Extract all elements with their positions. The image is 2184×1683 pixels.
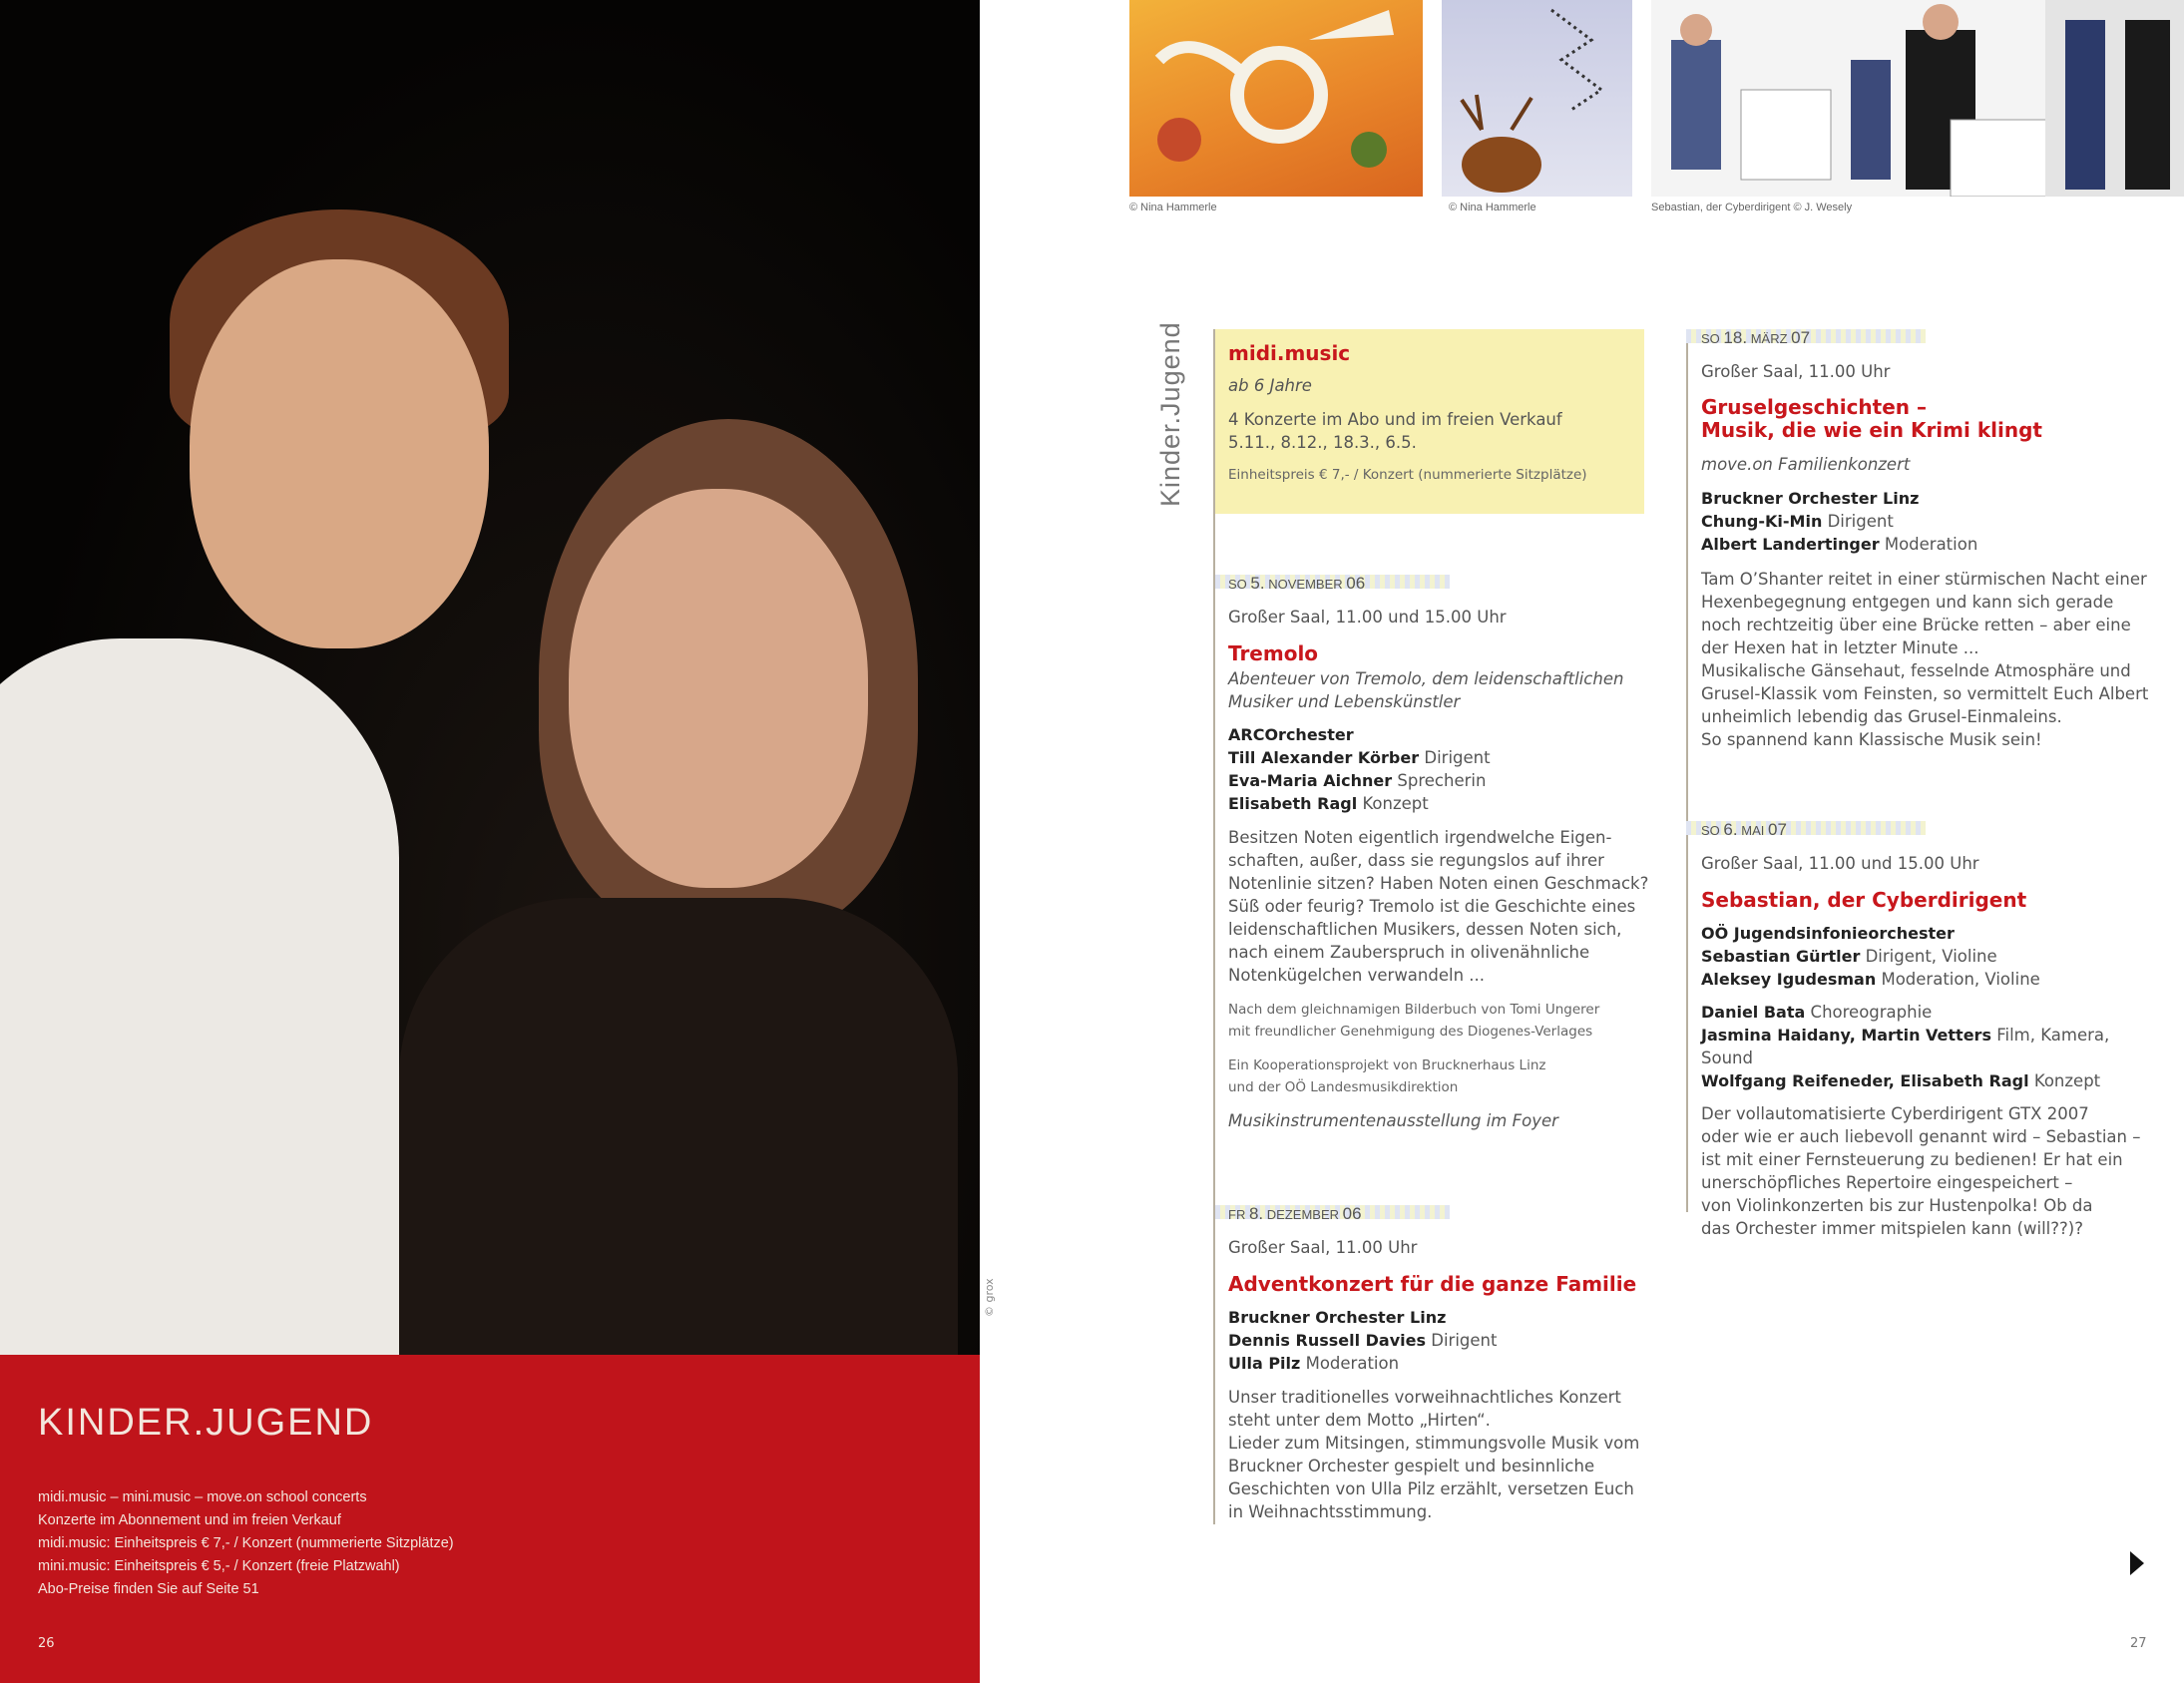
performer-name: Till Alexander Körber — [1228, 748, 1420, 767]
midi-price: Einheitspreis € 7,- / Konzert (nummerierte Sitzplätze) — [1228, 467, 1587, 483]
horn-illustration-thumbnail — [1129, 0, 1423, 197]
description-line: Lieder zum Mitsingen, stimmungsvolle Musik vom — [1228, 1434, 1640, 1453]
month: MÄRZ — [1750, 331, 1788, 346]
year: 07 — [1767, 820, 1787, 839]
note-line: und der OÖ Landesmusikdirektion — [1228, 1079, 1459, 1095]
midi-dates: 5.11., 8.12., 18.3., 6.5. — [1228, 433, 1417, 452]
note-line: Nach dem gleichnamigen Bilderbuch von Tomi Ungerer — [1228, 1002, 1600, 1018]
photo-shape — [399, 898, 958, 1355]
performer-role: Konzept — [1362, 794, 1429, 813]
page-number-left: 26 — [38, 1636, 55, 1651]
event-venue: Großer Saal, 11.00 und 15.00 Uhr — [1228, 608, 1507, 627]
event-subtitle: move.on Familienkonzert — [1701, 455, 1911, 474]
description-line: noch rechtzeitig über eine Brücke retten – aber eine — [1701, 616, 2131, 634]
description-line: oder wie er auch liebevoll genannt wird – Sebastian – — [1701, 1127, 2141, 1146]
photo-shape — [569, 489, 868, 888]
event-note — [1228, 1054, 1664, 1098]
performer-role: Dirigent — [1424, 748, 1491, 767]
image-caption: © Nina Hammerle — [1129, 202, 1217, 213]
cyberdirigent-photos — [1651, 0, 2184, 197]
event-note — [1228, 999, 1664, 1043]
performer-name: Eva-Maria Aichner — [1228, 771, 1393, 790]
performer-name: Sebastian Gürtler — [1701, 947, 1861, 966]
performer-name: Jasmina Haidany, Martin Vetters — [1701, 1026, 1991, 1045]
event-date — [1228, 574, 1664, 594]
description-line: Notenkügelchen verwandeln ... — [1228, 966, 1486, 985]
performer-role: Sprecherin — [1397, 771, 1487, 790]
performer-role: Moderation — [1305, 1354, 1400, 1373]
performer-role: Dirigent, Violine — [1865, 947, 1997, 966]
performer-role: Konzept — [2033, 1071, 2101, 1090]
description-line: Süß oder feurig? Tremolo ist die Geschichte eines — [1228, 897, 1636, 916]
performer-role: Dirigent — [1827, 512, 1894, 531]
info-line: mini.music: Einheitspreis € 5,- / Konzert (freie Platzwahl) — [38, 1558, 400, 1574]
midi-age: ab 6 Jahre — [1228, 376, 1312, 395]
event-subtitle: Musiker und Lebenskünstler — [1228, 692, 1461, 711]
day: 5. — [1250, 574, 1265, 593]
year: 06 — [1342, 1204, 1362, 1223]
description-line: Geschichten von Ulla Pilz erzählt, versetzen Euch — [1228, 1479, 1634, 1498]
event-venue: Großer Saal, 11.00 und 15.00 Uhr — [1701, 854, 1979, 873]
image-caption: Sebastian, der Cyberdirigent © J. Wesely — [1651, 202, 1853, 213]
description-line: ist mit einer Fernsteuerung zu bedienen! Er hat ein — [1701, 1150, 2123, 1169]
event-title: Tremolo — [1228, 641, 1319, 665]
description-line: von Violinkonzerten bis zur Hustenpolka! Ob da — [1701, 1196, 2093, 1215]
cover-photo — [0, 0, 980, 1355]
left-page — [0, 0, 980, 1683]
description-line: So spannend kann Klassische Musik sein! — [1701, 730, 2042, 749]
year: 06 — [1346, 574, 1366, 593]
description-line: leidenschaftlichen Musikers, dessen Noten sich, — [1228, 920, 1622, 939]
reindeer-illustration-thumbnail — [1442, 0, 1632, 197]
weekday: SO — [1228, 577, 1247, 592]
performer-role: Dirigent — [1431, 1331, 1498, 1350]
performer-name: Daniel Bata — [1701, 1003, 1806, 1022]
event-title: Adventkonzert für die ganze Familie — [1228, 1272, 1637, 1296]
performer-name: Elisabeth Ragl — [1228, 794, 1358, 813]
performer-list — [1228, 723, 1664, 815]
info-lines — [38, 1486, 454, 1601]
event-tremolo — [1215, 575, 1664, 1132]
vertical-section-label: Kinder.Jugend — [1155, 321, 1185, 507]
midi-music-info — [1228, 341, 1647, 486]
day: 18. — [1723, 328, 1748, 347]
note-line: mit freundlicher Genehmigung des Diogenes-Verlages — [1228, 1024, 1593, 1040]
month: DEZEMBER — [1266, 1207, 1340, 1222]
description-line: Notenlinie sitzen? Haben Noten einen Geschmack? — [1228, 874, 1649, 893]
midi-title: midi.music — [1228, 341, 1351, 365]
performer-name: ARCOrchester — [1228, 725, 1354, 744]
description-line: Besitzen Noten eigentlich irgendwelche Eigen- — [1228, 828, 1612, 847]
description-line: Bruckner Orchester gespielt und besinnliche — [1228, 1457, 1595, 1475]
event-date — [1701, 328, 2155, 348]
performer-list — [1228, 1306, 1674, 1375]
performer-name: Wolfgang Reifeneder, Elisabeth Ragl — [1701, 1071, 2029, 1090]
photo-shape — [0, 638, 399, 1355]
description-line: Der vollautomatisierte Cyberdirigent GTX 2007 — [1701, 1104, 2089, 1123]
description-line: unheimlich lebendig das Grusel-Einmaleins. — [1701, 707, 2062, 726]
description-line: Grusel-Klassik vom Feinsten, so vermittelt Euch Albert — [1701, 684, 2149, 703]
description-line: Musikalische Gänsehaut, fesselnde Atmosphäre und — [1701, 661, 2131, 680]
info-line: Abo-Preise finden Sie auf Seite 51 — [38, 1581, 259, 1597]
performer-list — [1701, 922, 2155, 991]
performer-role: Film, Kamera, Sound — [1701, 1026, 2110, 1067]
note-line: Ein Kooperationsprojekt von Brucknerhaus Linz — [1228, 1057, 1546, 1073]
month: NOVEMBER — [1268, 577, 1343, 592]
performer-list — [1701, 487, 2155, 556]
event-subtitle: Abenteuer von Tremolo, dem leidenschaftlichen — [1228, 669, 1624, 688]
description-line: Hexenbegegnung entgegen und kann sich gerade — [1701, 593, 2114, 612]
description-line: schaften, außer, dass sie regungslos auf ihrer — [1228, 851, 1604, 870]
event-title: Musik, die wie ein Krimi klingt — [1701, 418, 2042, 442]
performer-name: Chung-Ki-Min — [1701, 512, 1823, 531]
horn-illustration — [1129, 0, 1423, 197]
performer-name: OÖ Jugendsinfonieorchester — [1701, 924, 1955, 943]
performer-name: Dennis Russell Davies — [1228, 1331, 1427, 1350]
description-line: steht unter dem Motto „Hirten“. — [1228, 1411, 1491, 1430]
event-cyberdirigent — [1686, 821, 2155, 1240]
performer-name: Bruckner Orchester Linz — [1701, 489, 1920, 508]
performer-name: Ulla Pilz — [1228, 1354, 1301, 1373]
reindeer-illustration — [1442, 0, 1632, 197]
image-caption: © Nina Hammerle — [1449, 202, 1536, 213]
description-line: nach einem Zauberspruch in olivenähnliche — [1228, 943, 1590, 962]
photo-shape — [190, 259, 489, 648]
performer-name: Albert Landertinger — [1701, 535, 1880, 554]
performer-name: Aleksey Igudesman — [1701, 970, 1877, 989]
month: MAI — [1741, 823, 1765, 838]
event-description — [1228, 1386, 1674, 1523]
description-line: Unser traditionelles vorweihnachtliches Konzert — [1228, 1388, 1621, 1407]
info-line: midi.music – mini.music – move.on school concerts — [38, 1489, 367, 1505]
performer-name: Bruckner Orchester Linz — [1228, 1308, 1447, 1327]
event-advent — [1215, 1205, 1674, 1523]
info-line: Konzerte im Abonnement und im freien Verkauf — [38, 1512, 341, 1528]
weekday: SO — [1701, 823, 1720, 838]
event-description — [1228, 826, 1664, 987]
description-line: unerschöpfliches Repertoire eingespeichert – — [1701, 1173, 2073, 1192]
section-title: KINDER.JUGEND — [38, 1402, 374, 1444]
event-date — [1701, 820, 2155, 840]
next-page-arrow-icon[interactable] — [2130, 1551, 2144, 1575]
description-line: der Hexen hat in letzter Minute ... — [1701, 638, 1979, 657]
event-date — [1228, 1204, 1674, 1224]
performer-list — [1701, 1001, 2155, 1092]
page-number-right: 27 — [2130, 1636, 2147, 1651]
description-line: das Orchester immer mitspielen kann (will??)? — [1701, 1219, 2083, 1238]
weekday: FR — [1228, 1207, 1246, 1222]
photo-credit: © grox — [983, 1278, 996, 1317]
performer-role: Moderation — [1884, 535, 1978, 554]
event-venue: Großer Saal, 11.00 Uhr — [1228, 1238, 1418, 1257]
event-grusel — [1686, 329, 2155, 751]
day: 6. — [1723, 820, 1738, 839]
event-venue: Großer Saal, 11.00 Uhr — [1701, 362, 1891, 381]
event-note: Musikinstrumentenausstellung im Foyer — [1228, 1111, 1558, 1130]
midi-line: 4 Konzerte im Abo und im freien Verkauf — [1228, 410, 1562, 429]
event-description — [1701, 1102, 2155, 1240]
description-line: in Weihnachtsstimmung. — [1228, 1502, 1433, 1521]
cyberdirigent-photo-thumbnail — [1651, 0, 2184, 197]
info-line: midi.music: Einheitspreis € 7,- / Konzert (nummerierte Sitzplätze) — [38, 1535, 454, 1551]
year: 07 — [1791, 328, 1811, 347]
event-title: Gruselgeschichten – — [1701, 395, 1927, 419]
performer-role: Moderation, Violine — [1881, 970, 2040, 989]
event-description — [1701, 568, 2155, 751]
day: 8. — [1248, 1204, 1264, 1223]
event-title: Sebastian, der Cyberdirigent — [1701, 888, 2027, 912]
description-line: Tam O’Shanter reitet in einer stürmischen Nacht einer — [1701, 570, 2147, 589]
weekday: SO — [1701, 331, 1720, 346]
performer-role: Choreographie — [1810, 1003, 1933, 1022]
